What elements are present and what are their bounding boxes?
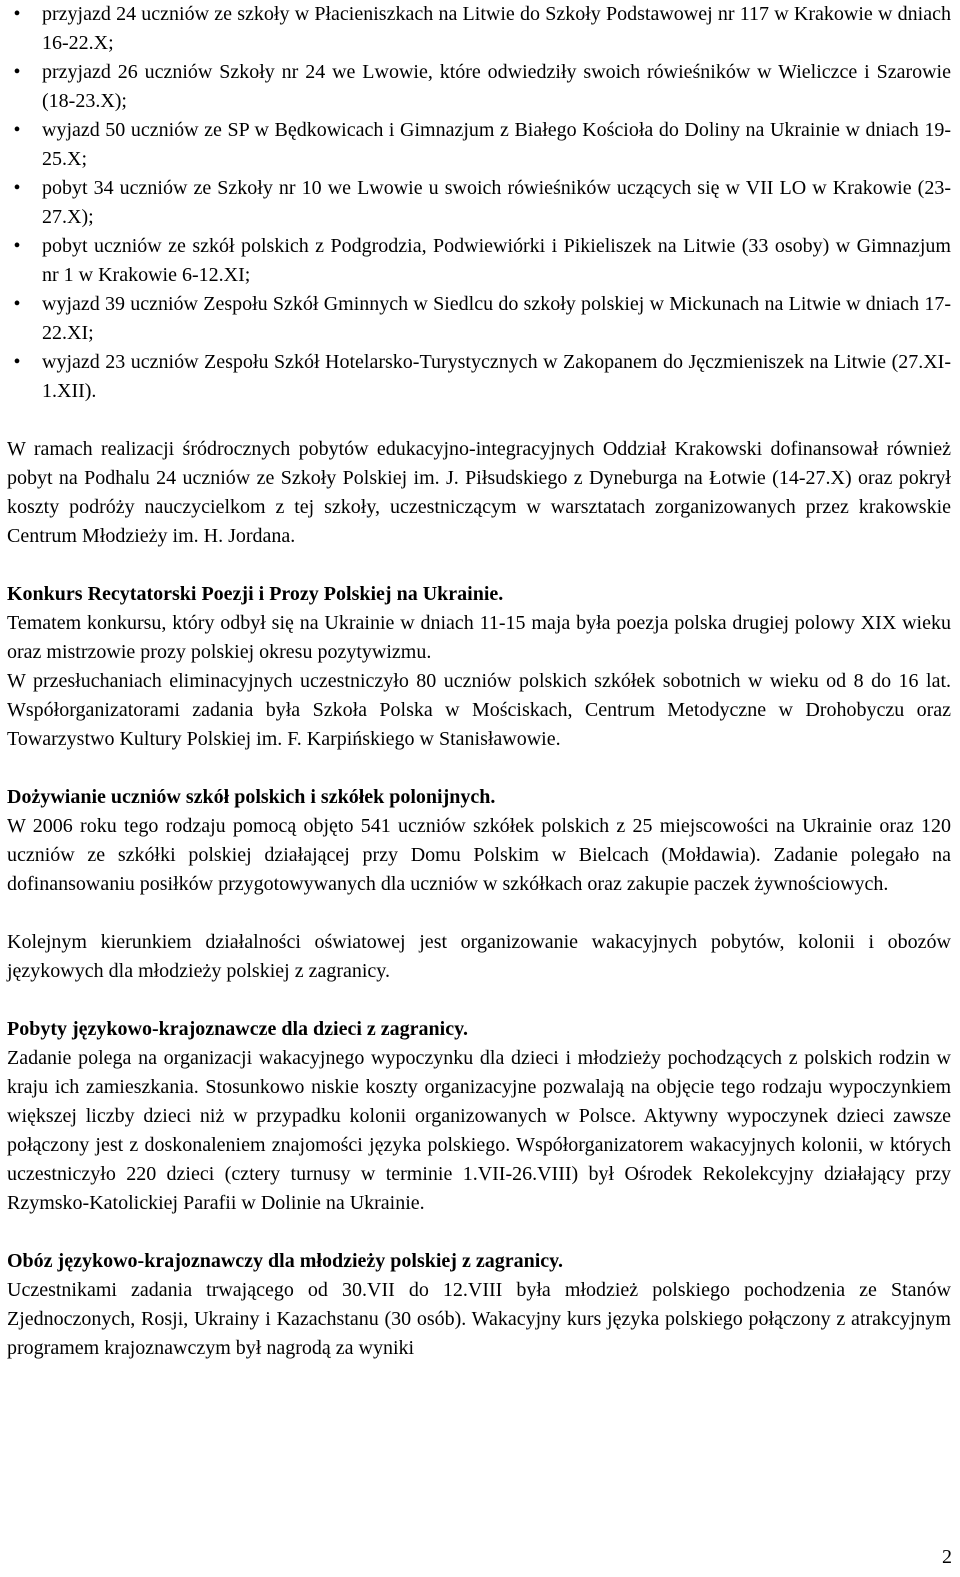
list-item [7, 58, 951, 116]
document-page [7, 0, 951, 1363]
section-heading-konkurs: Konkurs Recytatorski Poezji i Prozy Polskiej na Ukrainie. [7, 583, 504, 605]
bullet-icon: • [13, 119, 21, 141]
page-number: 2 [942, 1546, 952, 1568]
section-heading-pobyty: Pobyty językowo-krajoznawcze dla dzieci z zagranicy. [7, 1018, 469, 1040]
paragraph-dozywianie: W 2006 roku tego rodzaju pomocą objęto 541 uczniów szkółek polskich z 25 miejscowości na Ukrainie oraz 120 uczniów ze szkółki polskiej działającej przy Domu Polskim w Bielcach (Mołdawia). Zadanie polegało na dofinansowaniu posiłków przygotowywanych dla uczniów w szkółkach oraz zakupie paczek żywnościowych. [7, 815, 951, 895]
bullet-icon: • [13, 351, 21, 373]
list-item [7, 348, 951, 406]
spacer [7, 754, 951, 783]
spacer [7, 551, 951, 580]
paragraph-kierunek: Kolejnym kierunkiem działalności oświatowej jest organizowanie wakacyjnych pobytów, kolonii i obozów językowych dla młodzieży polskiej z zagranicy. [7, 931, 951, 982]
spacer [7, 899, 951, 928]
list-item [7, 232, 951, 290]
spacer [7, 1218, 951, 1247]
list-item-text: wyjazd 50 uczniów ze SP w Będkowicach i Gimnazjum z Białego Kościoła do Doliny na Ukrainie w dniach 19-25.X; [42, 119, 951, 170]
paragraph-konkurs-1: Tematem konkursu, który odbył się na Ukrainie w dniach 11-15 maja była poezja polska drugiej polowy XIX wieku oraz mistrzowie prozy polskiej okresu pozytywizmu. [7, 612, 951, 663]
list-item-text: przyjazd 26 uczniów Szkoły nr 24 we Lwowie, które odwiedziły swoich rówieśników w Wieliczce i Szarowie (18-23.X); [42, 61, 951, 112]
bullet-icon: • [13, 3, 21, 25]
exchange-list [7, 0, 951, 406]
paragraph-pobyty: Zadanie polega na organizacji wakacyjnego wypoczynku dla dzieci i młodzieży pochodzących z polskich rodzin w kraju ich zamieszkania. Stosunkowo niskie koszty organizacyjne pozwalają na objęcie tego rodzaju wypoczynkiem większej liczby dzieci niż w przypadku kolonii organizowanych w Polsce. Aktywny wypoczynek dzieci zawsze połączony jest z doskonaleniem znajomości języka polskiego. Współorganizatorem wakacyjnych kolonii, w których uczestniczyło 220 dzieci (cztery turnusy w terminie 1.VII-26.VIII) był Ośrodek Rekolekcyjny działający przy Rzymsko-Katolickiej Parafii w Dolinie na Ukrainie. [7, 1047, 951, 1214]
list-item-text: wyjazd 23 uczniów Zespołu Szkół Hotelarsko-Turystycznych w Zakopanem do Jęczmieniszek na Litwie (27.XI-1.XII). [42, 351, 951, 402]
paragraph-srodroczne: W ramach realizacji śródrocznych pobytów edukacyjno-integracyjnych Oddział Krakowski dofinansował również pobyt na Podhalu 24 uczniów ze Szkoły Polskiej im. J. Piłsudskiego z Dyneburga na Łotwie (14-27.X) oraz pokrył koszty podróży nauczycielkom z tej szkoły, uczestniczącym w warsztatach zorganizowanych przez krakowskie Centrum Młodzieży im. H. Jordana. [7, 438, 951, 547]
list-item-text: przyjazd 24 uczniów ze szkoły w Płacieniszkach na Litwie do Szkoły Podstawowej nr 117 w Krakowie w dniach 16-22.X; [42, 3, 951, 54]
paragraph-oboz: Uczestnikami zadania trwającego od 30.VII do 12.VIII była młodzież polskiego pochodzenia ze Stanów Zjednoczonych, Rosji, Ukrainy i Kazachstanu (30 osób). Wakacyjny kurs języka polskiego połączony z atrakcyjnym programem krajoznawczym był nagrodą za wyniki [7, 1279, 951, 1359]
list-item-text: pobyt uczniów ze szkół polskich z Podgrodzia, Podwiewiórki i Pikieliszek na Litwie (33 osoby) w Gimnazjum nr 1 w Krakowie 6-12.XI; [42, 235, 951, 286]
list-item [7, 0, 951, 58]
spacer [7, 986, 951, 1015]
section-heading-oboz: Obóz językowo-krajoznawczy dla młodzieży polskiej z zagranicy. [7, 1250, 564, 1272]
section-heading-dozywianie: Dożywianie uczniów szkół polskich i szkółek polonijnych. [7, 786, 496, 808]
list-item-text: wyjazd 39 uczniów Zespołu Szkół Gminnych w Siedlcu do szkoły polskiej w Mickunach na Litwie w dniach 17-22.XI; [42, 293, 951, 344]
list-item [7, 116, 951, 174]
bullet-icon: • [13, 177, 21, 199]
paragraph-konkurs-2: W przesłuchaniach eliminacyjnych uczestniczyło 80 uczniów polskich szkółek sobotnich w wieku od 8 do 16 lat. Współorganizatorami zadania była Szkoła Polska w Mościskach, Centrum Metodyczne w Drohobyczu oraz Towarzystwo Kultury Polskiej im. F. Karpińskiego w Stanisławowie. [7, 670, 951, 750]
bullet-icon: • [13, 293, 21, 315]
bullet-icon: • [13, 61, 21, 83]
spacer [7, 406, 951, 435]
list-item-text: pobyt 34 uczniów ze Szkoły nr 10 we Lwowie u swoich rówieśników uczących się w VII LO w Krakowie (23-27.X); [42, 177, 951, 228]
bullet-icon: • [13, 235, 21, 257]
list-item [7, 174, 951, 232]
list-item [7, 290, 951, 348]
